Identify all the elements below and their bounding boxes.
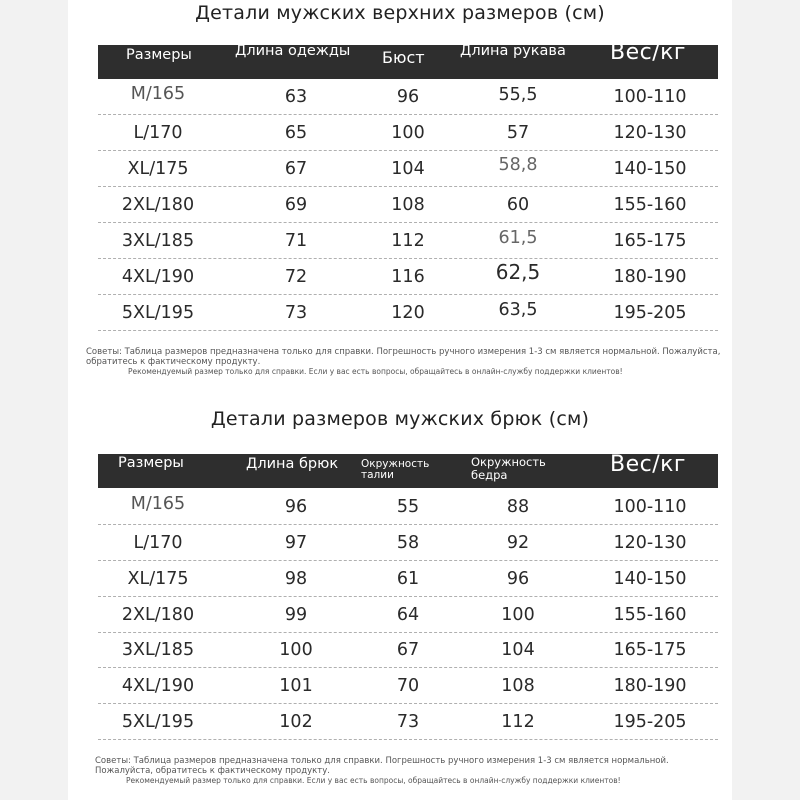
garment-length-cell: 72 xyxy=(284,267,308,287)
waist-cell: 61 xyxy=(396,569,420,589)
size-cell: 5XL/195 xyxy=(121,712,195,732)
sleeve-length-cell: 61,5 xyxy=(498,228,538,248)
header-size: Размеры xyxy=(118,455,184,471)
header-waist-line1: Окружность xyxy=(361,458,430,470)
table-row xyxy=(98,632,718,668)
hip-cell: 88 xyxy=(506,497,530,517)
size-cell: 2XL/180 xyxy=(121,195,195,215)
size-cell: M/165 xyxy=(130,494,186,514)
hip-cell: 92 xyxy=(506,533,530,553)
tops-note-line2: обратитесь к фактическому продукту. xyxy=(86,357,261,367)
size-cell: 2XL/180 xyxy=(121,605,195,625)
garment-length-cell: 69 xyxy=(284,195,308,215)
sleeve-length-cell: 58,8 xyxy=(498,155,538,175)
weight-cell: 155-160 xyxy=(613,605,687,625)
pants-table-header xyxy=(98,454,718,488)
pants-note-line3: Рекомендуемый размер только для справки. Если у вас есть вопросы, обращайтесь в онлайн-службу поддержки клиентов! xyxy=(126,776,621,785)
tops-table-header xyxy=(98,40,718,79)
waist-cell: 58 xyxy=(396,533,420,553)
weight-cell: 100-110 xyxy=(613,87,687,107)
pants-length-cell: 102 xyxy=(279,712,313,732)
pants-length-cell: 97 xyxy=(284,533,308,553)
pants-size-title: Детали размеров мужских брюк (см) xyxy=(210,408,590,430)
weight-cell: 180-190 xyxy=(613,267,687,287)
sleeve-length-cell: 60 xyxy=(506,195,530,215)
size-cell: L/170 xyxy=(133,533,183,553)
waist-cell: 73 xyxy=(396,712,420,732)
weight-cell: 165-175 xyxy=(613,231,687,251)
size-cell: 5XL/195 xyxy=(121,303,195,323)
table-row xyxy=(98,295,718,331)
size-cell: L/170 xyxy=(133,123,183,143)
waist-cell: 70 xyxy=(396,676,420,696)
table-row xyxy=(98,79,718,115)
size-cell: XL/175 xyxy=(127,159,189,179)
table-row xyxy=(98,597,718,633)
table-row xyxy=(98,187,718,223)
weight-cell: 155-160 xyxy=(613,195,687,215)
header-sleeve-length: Длина рукава xyxy=(460,43,566,59)
bust-cell: 116 xyxy=(391,267,425,287)
waist-cell: 67 xyxy=(396,640,420,660)
bust-cell: 104 xyxy=(391,159,425,179)
header-waist xyxy=(361,459,429,481)
sleeve-length-cell: 62,5 xyxy=(495,260,541,284)
pants-length-cell: 98 xyxy=(284,569,308,589)
header-hip xyxy=(471,456,546,482)
garment-length-cell: 67 xyxy=(284,159,308,179)
row-divider xyxy=(98,330,718,331)
weight-cell: 140-150 xyxy=(613,569,687,589)
hip-cell: 104 xyxy=(501,640,535,660)
bust-cell: 100 xyxy=(391,123,425,143)
weight-cell: 165-175 xyxy=(613,640,687,660)
waist-cell: 55 xyxy=(396,497,420,517)
weight-cell: 120-130 xyxy=(613,123,687,143)
header-size: Размеры xyxy=(126,47,192,63)
sleeve-length-cell: 63,5 xyxy=(498,300,538,320)
garment-length-cell: 63 xyxy=(284,87,308,107)
weight-cell: 180-190 xyxy=(613,676,687,696)
header-waist-line2: талии xyxy=(361,469,394,481)
header-bust: Бюст xyxy=(382,48,425,67)
hip-cell: 112 xyxy=(501,712,535,732)
sleeve-length-cell: 55,5 xyxy=(498,85,538,105)
pants-length-cell: 96 xyxy=(284,497,308,517)
size-cell: M/165 xyxy=(130,84,186,104)
pants-length-cell: 101 xyxy=(279,676,313,696)
header-pants-length: Длина брюк xyxy=(246,456,339,472)
garment-length-cell: 71 xyxy=(284,231,308,251)
bust-cell: 96 xyxy=(396,87,420,107)
pants-note-line1: Советы: Таблица размеров предназначена только для справки. Погрешность ручного измерения 1-3 см является нормальной. xyxy=(95,756,669,766)
weight-cell: 195-205 xyxy=(613,712,687,732)
bust-cell: 112 xyxy=(391,231,425,251)
table-row xyxy=(98,561,718,597)
table-row xyxy=(98,489,718,525)
pants-length-cell: 99 xyxy=(284,605,308,625)
garment-length-cell: 73 xyxy=(284,303,308,323)
tops-note-line1: Советы: Таблица размеров предназначена только для справки. Погрешность ручного измерения 1-3 см является нормальной. Пожалуйста, xyxy=(86,347,721,357)
row-divider xyxy=(98,739,718,740)
hip-cell: 108 xyxy=(501,676,535,696)
table-row xyxy=(98,151,718,187)
weight-cell: 120-130 xyxy=(613,533,687,553)
sleeve-length-cell: 57 xyxy=(506,123,530,143)
header-weight: Вес/кг xyxy=(610,452,686,477)
hip-cell: 100 xyxy=(501,605,535,625)
size-cell: 3XL/185 xyxy=(121,640,195,660)
pants-note-line2: Пожалуйста, обратитесь к фактическому продукту. xyxy=(95,766,330,776)
header-weight: Вес/кг xyxy=(610,40,686,65)
tops-note-line3: Рекомендуемый размер только для справки. Если у вас есть вопросы, обращайтесь в онлайн-службу поддержки клиентов! xyxy=(128,367,623,376)
table-row xyxy=(98,259,718,295)
table-row xyxy=(98,223,718,259)
weight-cell: 140-150 xyxy=(613,159,687,179)
table-row xyxy=(98,704,718,740)
header-garment-length: Длина одежды xyxy=(235,43,351,59)
bust-cell: 108 xyxy=(391,195,425,215)
size-cell: 4XL/190 xyxy=(121,267,195,287)
table-row xyxy=(98,668,718,704)
bust-cell: 120 xyxy=(391,303,425,323)
header-hip-line2: бедра xyxy=(471,468,508,482)
waist-cell: 64 xyxy=(396,605,420,625)
weight-cell: 100-110 xyxy=(613,497,687,517)
table-row xyxy=(98,525,718,561)
header-hip-line1: Окружность xyxy=(471,455,546,469)
size-cell: XL/175 xyxy=(127,569,189,589)
table-row xyxy=(98,115,718,151)
size-cell: 3XL/185 xyxy=(121,231,195,251)
garment-length-cell: 65 xyxy=(284,123,308,143)
weight-cell: 195-205 xyxy=(613,303,687,323)
hip-cell: 96 xyxy=(506,569,530,589)
size-cell: 4XL/190 xyxy=(121,676,195,696)
tops-size-title: Детали мужских верхних размеров (см) xyxy=(195,2,605,24)
pants-length-cell: 100 xyxy=(279,640,313,660)
